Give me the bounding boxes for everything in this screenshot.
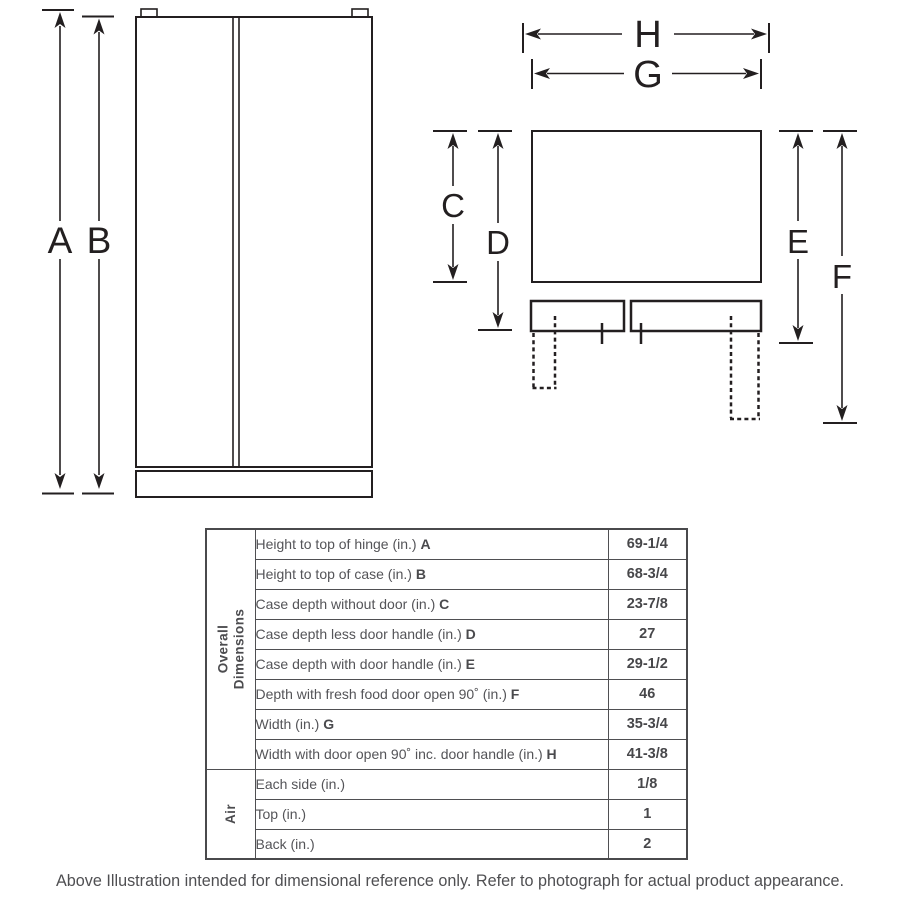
dimension-label: Case depth without door (in.) C: [255, 589, 608, 619]
section-header: [206, 769, 255, 859]
case-top-view: [532, 131, 761, 282]
dimension-h: [523, 14, 769, 56]
dimension-b: [82, 17, 114, 494]
dimension-key-letter: E: [465, 656, 475, 672]
dim-label-e: E: [786, 223, 810, 260]
dim-label-c: C: [441, 187, 465, 224]
freezer-door-open-dashed: [533, 316, 557, 388]
table-row: [206, 709, 687, 739]
table-row: [206, 799, 687, 829]
dim-label-a: A: [47, 220, 73, 261]
table-row: [206, 529, 687, 559]
dimension-value: 68-3/4: [608, 559, 687, 589]
dim-label-d: D: [486, 224, 510, 261]
dimension-key-letter: A: [420, 536, 431, 553]
fridge-base: [136, 471, 372, 497]
dimension-label: Back (in.): [255, 829, 608, 859]
dimension-label: Each side (in.): [255, 769, 608, 799]
fridge-body: [136, 17, 372, 467]
dim-label-g: G: [633, 54, 663, 96]
dimension-c: [433, 131, 467, 282]
dim-label-b: B: [86, 220, 112, 261]
section-header: [206, 529, 255, 769]
hinge-left: [141, 9, 157, 17]
dimension-label: Depth with fresh food door open 90˚ (in.) F: [255, 679, 608, 709]
dimension-value: 27: [608, 619, 687, 649]
dimension-f: [823, 131, 857, 423]
dimension-label: Top (in.): [255, 799, 608, 829]
dim-label-h: H: [634, 14, 662, 56]
dimension-key-letter: C: [439, 596, 450, 612]
dimension-value: 35-3/4: [608, 709, 687, 739]
dimension-value: 23-7/8: [608, 589, 687, 619]
dimension-label: Case depth with door handle (in.) E: [255, 649, 608, 679]
table-row: [206, 559, 687, 589]
section-header-label: Overall Dimensions: [215, 608, 246, 690]
dimension-key-letter: F: [510, 686, 520, 702]
dimension-value: 2: [608, 829, 687, 859]
table-row: [206, 619, 687, 649]
table-row: [206, 679, 687, 709]
dimension-e: [779, 131, 813, 343]
table-row: [206, 829, 687, 859]
dimension-key-letter: B: [415, 566, 426, 582]
dimension-value: 46: [608, 679, 687, 709]
front-view: [42, 9, 372, 497]
dimension-value: 69-1/4: [608, 529, 687, 559]
dimension-label: Height to top of case (in.) B: [255, 559, 608, 589]
fresh-food-door-top-view: [631, 301, 761, 331]
dimension-g: [532, 54, 761, 96]
dimension-label: Width (in.) G: [255, 709, 608, 739]
dimension-a: [42, 10, 74, 494]
table-row: [206, 649, 687, 679]
dimension-value: 1: [608, 799, 687, 829]
top-view: [433, 14, 857, 423]
dimension-value: 1/8: [608, 769, 687, 799]
table-row: [206, 739, 687, 769]
dimension-label: Width with door open 90˚ inc. door handle (in.) H: [255, 739, 608, 769]
dimension-label: Case depth less door handle (in.) D: [255, 619, 608, 649]
dimension-label: Height to top of hinge (in.) A: [255, 529, 608, 559]
table-row: [206, 589, 687, 619]
footer-note: Above Illustration intended for dimensional reference only. Refer to photograph for actual product appearance.: [56, 872, 844, 890]
freezer-door-top-view: [531, 301, 624, 331]
hinge-right: [352, 9, 368, 17]
dimension-d: [478, 131, 512, 330]
dimension-key-letter: H: [546, 746, 557, 762]
section-header-label: Air: [222, 803, 238, 824]
dimension-key-letter: G: [323, 716, 335, 732]
dimension-key-letter: D: [465, 626, 476, 642]
dimensions-table: [205, 528, 688, 860]
table-row: [206, 769, 687, 799]
dimension-value: 41-3/8: [608, 739, 687, 769]
dimension-value: 29-1/2: [608, 649, 687, 679]
dim-label-f: F: [831, 258, 853, 295]
